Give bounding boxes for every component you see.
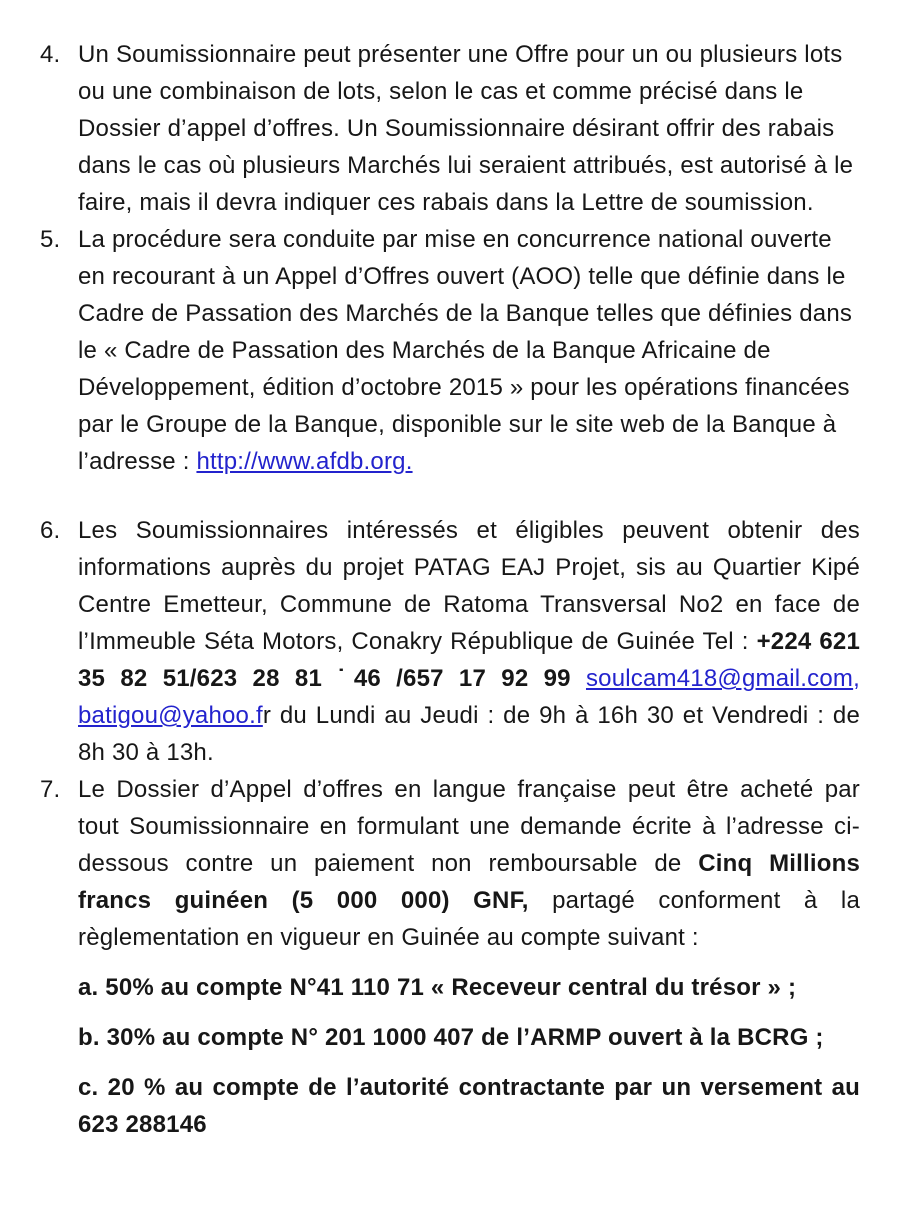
list-item-5 <box>40 221 860 480</box>
list-item-4 <box>40 36 860 221</box>
text-run: partagé conforment à la règlementation en vigueur en Guinée au compte suivant : <box>78 887 860 951</box>
text-run: Le Dossier d’Appel d’offres en langue française peut être acheté par tout Soumissionnaire en formulant une demande écrite à l’adresse ci-dessous contre un paiement non remboursable de <box>78 776 860 877</box>
yahoo-email-link[interactable]: batigou@yahoo.f <box>78 702 263 729</box>
list-item-6 <box>40 512 860 771</box>
price-amount: Cinq Millions francs guinéen (5 000 000) GNF, <box>78 850 860 914</box>
sub-item-text: c. 20 % au compte de l’autorité contractante par un versement au 623 288146 <box>78 1074 860 1138</box>
paragraph <box>78 771 860 956</box>
list-item-7 <box>40 771 860 956</box>
paragraph <box>78 512 860 771</box>
text-run: La procédure sera conduite par mise en concurrence national ouverte en recourant à un Appel d’Offres ouvert (AOO) telle que définie dans le Cadre de Passation des Marchés de la Banque telles que définies dans le « Cadre de Passation des Marchés de la Banque Africaine de Développement, édition d’octobre 2015 » pour les opérations financées par le Groupe de la Banque, disponible sur le site web de la Banque à l’adresse : <box>78 226 853 475</box>
text-run: Un Soumissionnaire peut présenter une Offre pour un ou plusieurs lots ou une combinaison de lots, selon le cas et comme précisé dans le Dossier d’appel d’offres. Un Soumissionnaire désirant offrir des rabais dans le cas où plusieurs Marchés lui seraient attribués, est autorisé à le faire, mais il devra indiquer ces rabais dans la Lettre de soumission. <box>78 41 854 216</box>
sub-item-b <box>78 1019 860 1056</box>
gmail-email-link[interactable]: soulcam418@gmail.com <box>585 665 854 692</box>
text-run: Les Soumissionnaires intéressés et éligibles peuvent obtenir des informations auprès du projet PATAG EAJ Projet, sis au Quartier Kipé Centre Emetteur, Commune de Ratoma Transversal No2 en face de l’Immeuble Séta Motors, Conakry République de Guinée Tel : <box>78 517 860 655</box>
sub-item-text: a. 50% au compte N°41 110 71 « Receveur central du trésor » ; <box>78 974 797 1001</box>
item-number: 6. <box>40 517 61 544</box>
item-number: 4. <box>40 41 61 68</box>
afdb-website-link[interactable]: http://www.afdb.org. <box>196 448 413 475</box>
paragraph <box>78 221 860 480</box>
sub-item-c <box>78 1069 860 1143</box>
text-run: r du Lundi au Jeudi : de 9h à 16h 30 et Vendredi : de 8h 30 à 13h. <box>78 702 860 766</box>
paragraph <box>78 36 860 221</box>
text-run: , <box>853 665 860 692</box>
phone-numbers: +224 621 35 82 51/623 28 81 ˙46 /657 17 92 99 <box>78 628 860 692</box>
item-number: 5. <box>40 226 61 253</box>
sub-item-a <box>78 969 860 1006</box>
item-number: 7. <box>40 776 61 803</box>
sub-item-text: b. 30% au compte N° 201 1000 407 de l’ARMP ouvert à la BCRG ; <box>78 1024 824 1051</box>
